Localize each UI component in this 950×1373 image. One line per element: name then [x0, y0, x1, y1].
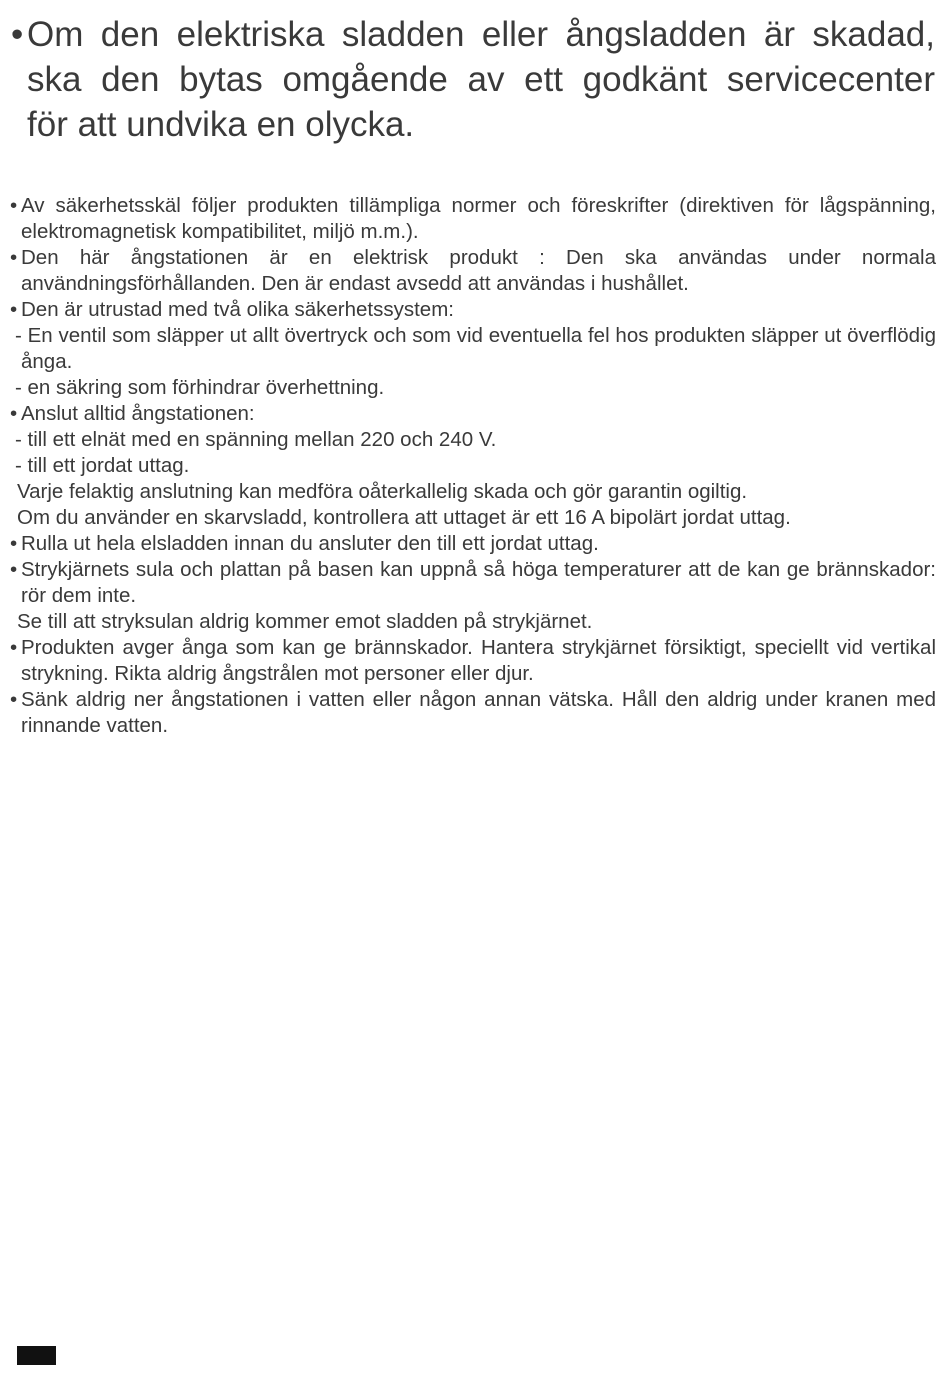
safety-item-body [21, 245, 936, 297]
safety-item [0, 245, 936, 297]
bullet-glyph: • [11, 15, 24, 54]
safety-item [0, 687, 936, 739]
safety-item-body [17, 557, 936, 635]
safety-item-body [15, 401, 936, 531]
safety-item-text: Den är utrustad med två olika säkerhetssystem: [21, 298, 454, 321]
lead-warning [0, 12, 935, 147]
bullet-glyph: • [10, 298, 18, 321]
lead-warning-line: Om den elektriska sladden eller ångsladden är skadad, [27, 15, 935, 54]
lead-warning-line: för att undvika en olycka. [27, 105, 415, 144]
sub-point-note: Varje felaktig anslutning kan medföra oåterkallelig skada och gör garantin ogiltig. [17, 480, 748, 503]
safety-list [0, 193, 936, 739]
sub-point-note: Om du använder en skarvsladd, kontrollera att uttaget är ett 16 A bipolärt jordat uttag. [17, 506, 791, 529]
bullet-glyph: • [10, 402, 18, 425]
lead-warning-line: ska den bytas omgående av ett godkänt servicecenter [27, 60, 935, 99]
safety-item-text: Strykjärnets sula och plattan på basen kan uppnå så höga temperaturer att de kan ge brännskador: rör dem inte. [21, 558, 936, 607]
sub-point-dash: - till ett elnät med en spänning mellan 220 och 240 V. [15, 428, 497, 451]
sub-point-dash: - En ventil som släpper ut allt övertryck och som vid eventuella fel hos produkten släpper ut överflödig ånga. [15, 324, 936, 373]
safety-item-body [21, 531, 936, 557]
safety-item-text: Produkten avger ånga som kan ge brännskador. Hantera strykjärnet försiktigt, speciellt vid vertikal strykning. Rikta aldrig ångstrålen mot personer eller djur. [21, 636, 936, 685]
safety-item-text: Av säkerhetsskäl följer produkten tillämpliga normer och föreskrifter (direktiven för lågspänning, elektromagnetisk kompatibilitet, miljö m.m.). [21, 194, 936, 243]
bullet-glyph: • [10, 532, 18, 555]
sub-point-note: Se till att stryksulan aldrig kommer emot sladden på strykjärnet. [17, 610, 593, 633]
safety-item-text: Sänk aldrig ner ångstationen i vatten eller någon annan vätska. Håll den aldrig under kranen med rinnande vatten. [21, 688, 936, 737]
safety-item [0, 635, 936, 687]
safety-item [0, 401, 936, 531]
sub-point-dash: - en säkring som förhindrar överhettning. [15, 376, 385, 399]
safety-item [0, 531, 936, 557]
safety-item [0, 193, 936, 245]
safety-item [0, 557, 936, 635]
safety-item-text: Den här ångstationen är en elektrisk produkt : Den ska användas under normala användningsförhållanden. Den är endast avsedd att användas i hushållet. [21, 246, 936, 295]
safety-item [0, 297, 936, 401]
safety-item-body [15, 297, 936, 401]
page-corner-mark [17, 1346, 56, 1365]
sub-point-dash: - till ett jordat uttag. [15, 454, 190, 477]
manual-page [0, 12, 950, 1373]
bullet-glyph: • [10, 246, 18, 269]
safety-item-body [21, 687, 936, 739]
bullet-glyph: • [10, 194, 18, 217]
safety-item-body [21, 635, 936, 687]
safety-item-text: Anslut alltid ångstationen: [21, 402, 255, 425]
safety-item-text: Rulla ut hela elsladden innan du ansluter den till ett jordat uttag. [21, 532, 599, 555]
bullet-glyph: • [10, 688, 18, 711]
bullet-glyph: • [10, 558, 18, 581]
bullet-glyph: • [10, 636, 18, 659]
safety-item-body [21, 193, 936, 245]
